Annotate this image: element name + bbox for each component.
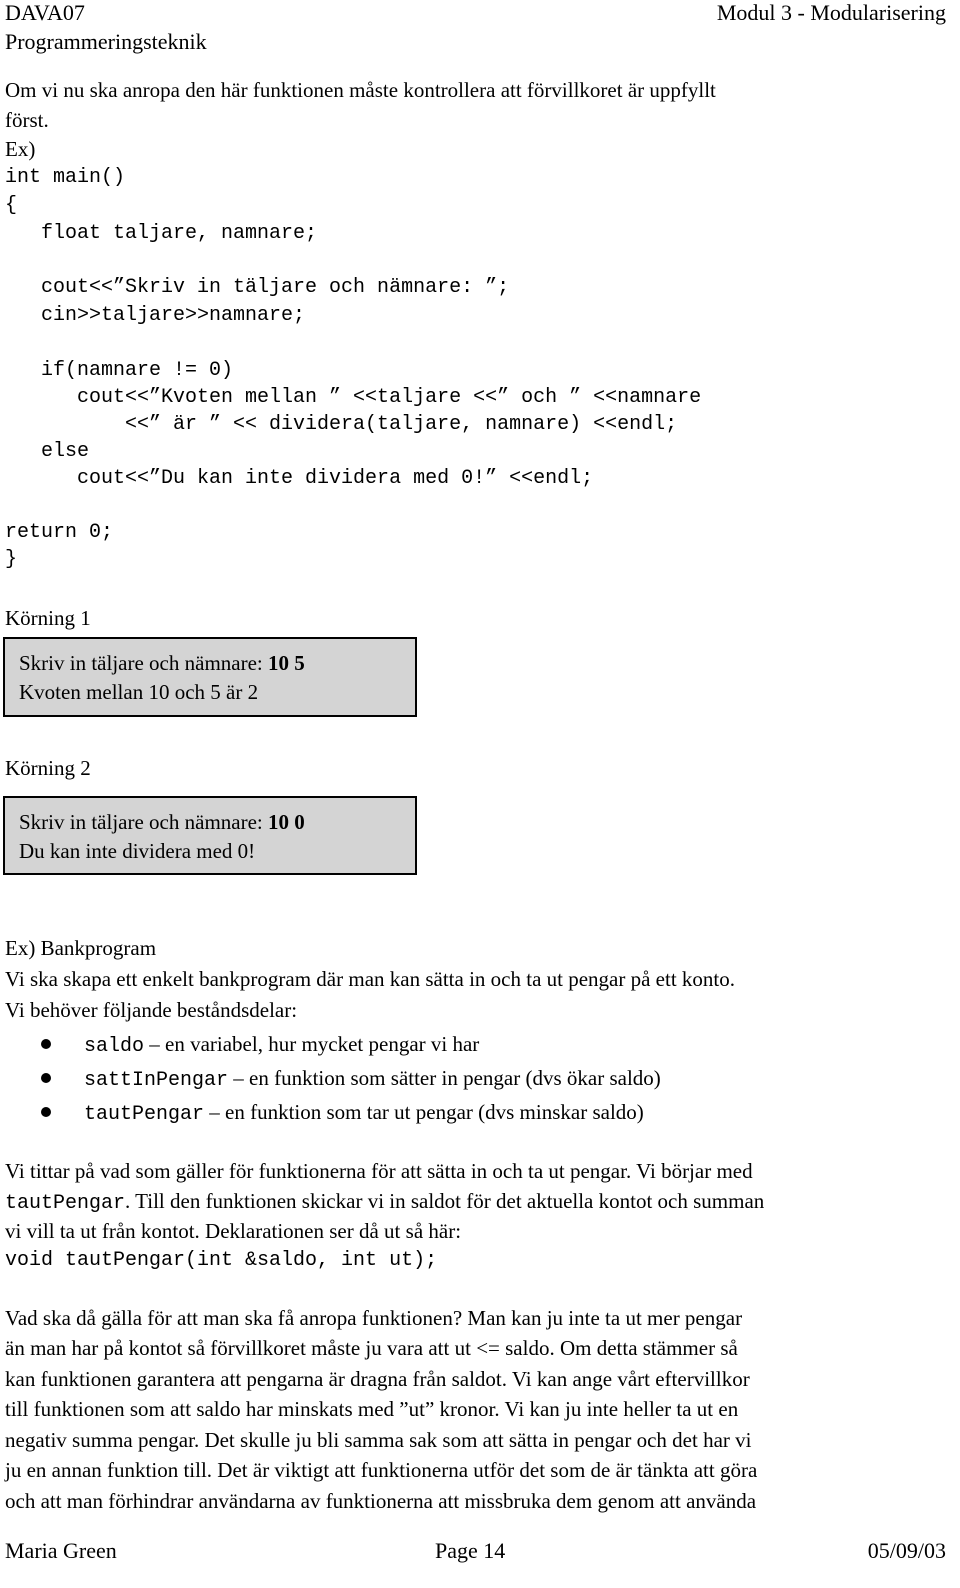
intro-line-2: först. [5, 108, 49, 132]
header-course-name: Programmeringsteknik [5, 29, 207, 54]
footer-date: 05/09/03 [867, 1538, 946, 1563]
run-1-title: Körning 1 [5, 606, 91, 630]
para-2-line: negativ summa pengar. Det skulle ju bli samma sak som att sätta in pengar och det har vi [5, 1428, 752, 1452]
bullet-icon [41, 1107, 51, 1117]
header-module: Modul 3 - Modularisering [716, 0, 946, 25]
code-line: { [5, 194, 18, 217]
para-2-line: kan funktionen garantera att pengarna är dragna från saldot. Vi kan ange vårt eftervillkor [5, 1367, 750, 1391]
bullet-icon [41, 1039, 51, 1049]
example-label: Ex) [5, 137, 36, 161]
code-line: return 0; [5, 521, 114, 544]
para-2-line: Vad ska då gälla för att man ska få anropa funktionen? Man kan ju inte ta ut mer pengar [5, 1306, 743, 1330]
bullet-icon [41, 1073, 51, 1083]
para-2-line: ju en annan funktion till. Det är viktigt att funktionerna utför det som de är tänkta att göra [5, 1458, 758, 1482]
bank-title: Ex) Bankprogram [5, 936, 157, 960]
run-2-prompt: Skriv in täljare och nämnare: [19, 810, 268, 834]
code-line: <<” är ” << dividera(taljare, namnare) <<endl; [5, 413, 678, 436]
list-item-text: – en funktion som sätter in pengar (dvs ökar saldo) [228, 1066, 661, 1090]
declaration-code: void tautPengar(int &saldo, int ut); [5, 1249, 438, 1272]
intro-line-1: Om vi nu ska anropa den här funktionen måste kontrollera att förvillkoret är uppfyllt [5, 78, 716, 102]
code-line: if(namnare != 0) [5, 359, 234, 382]
bank-line-2: Vi behöver följande beståndsdelar: [5, 998, 298, 1022]
code-line: else [5, 440, 90, 463]
list-item-code: saldo [84, 1035, 145, 1058]
code-line: cout<<”Du kan inte dividera med 0!” <<endl; [5, 467, 594, 490]
run-1-prompt-line [19, 649, 401, 678]
para-2-line: och att man förhindrar användarna av funktionerna att missbruka dem genom att använda [5, 1489, 757, 1513]
code-line: cout<<”Kvoten mellan ” <<taljare <<” och ” <<namnare [5, 386, 702, 409]
code-line: cin>>taljare>>namnare; [5, 304, 306, 327]
list-item-text: – en variabel, hur mycket pengar vi har [144, 1032, 480, 1056]
list-item-code: tautPengar [84, 1103, 205, 1126]
header-course-code: DAVA07 [5, 0, 85, 25]
para-2-line: än man har på kontot så förvillkoret måste ju vara att ut <= saldo. Om detta stämmer så [5, 1336, 738, 1360]
bank-line-1: Vi ska skapa ett enkelt bankprogram där man kan sätta in och ta ut pengar på ett konto. [5, 967, 736, 991]
code-line: float taljare, namnare; [5, 222, 318, 245]
code-line: } [5, 548, 18, 571]
run-1-console-box [3, 637, 417, 717]
para-1-line-2-text: . Till den funktionen skickar vi in saldot för det aktuella kontot och summan [125, 1189, 765, 1213]
run-1-output: Kvoten mellan 10 och 5 är 2 [19, 680, 259, 704]
para-1-line-2 [5, 1189, 764, 1215]
run-2-output: Du kan inte dividera med 0! [19, 839, 256, 863]
run-1-prompt: Skriv in täljare och nämnare: [19, 651, 268, 675]
para-1-line-1: Vi tittar på vad som gäller för funktionerna för att sätta in och ta ut pengar. Vi börjar med [5, 1159, 753, 1183]
para-2-line: till funktionen som att saldo har minskats med ”ut” kronor. Vi kan ju inte heller ta ut en [5, 1397, 739, 1421]
run-2-input: 10 0 [268, 810, 305, 834]
footer-author: Maria Green [5, 1538, 117, 1563]
inline-code: tautPengar [5, 1192, 126, 1215]
run-1-input: 10 5 [268, 651, 305, 675]
para-1-line-3: vi vill ta ut från kontot. Deklarationen ser då ut så här: [5, 1219, 462, 1243]
list-item-code: sattInPengar [84, 1069, 229, 1092]
list-item [84, 1100, 644, 1126]
code-line: cout<<”Skriv in täljare och nämnare: ”; [5, 276, 510, 299]
footer-page: Page 14 [435, 1538, 506, 1563]
list-item [84, 1066, 661, 1092]
code-line: int main() [5, 166, 126, 189]
list-item-text: – en funktion som tar ut pengar (dvs minskar saldo) [204, 1100, 644, 1124]
run-2-console-box [3, 796, 417, 875]
run-2-title: Körning 2 [5, 756, 91, 780]
run-2-prompt-line [19, 808, 401, 837]
list-item [84, 1032, 479, 1058]
